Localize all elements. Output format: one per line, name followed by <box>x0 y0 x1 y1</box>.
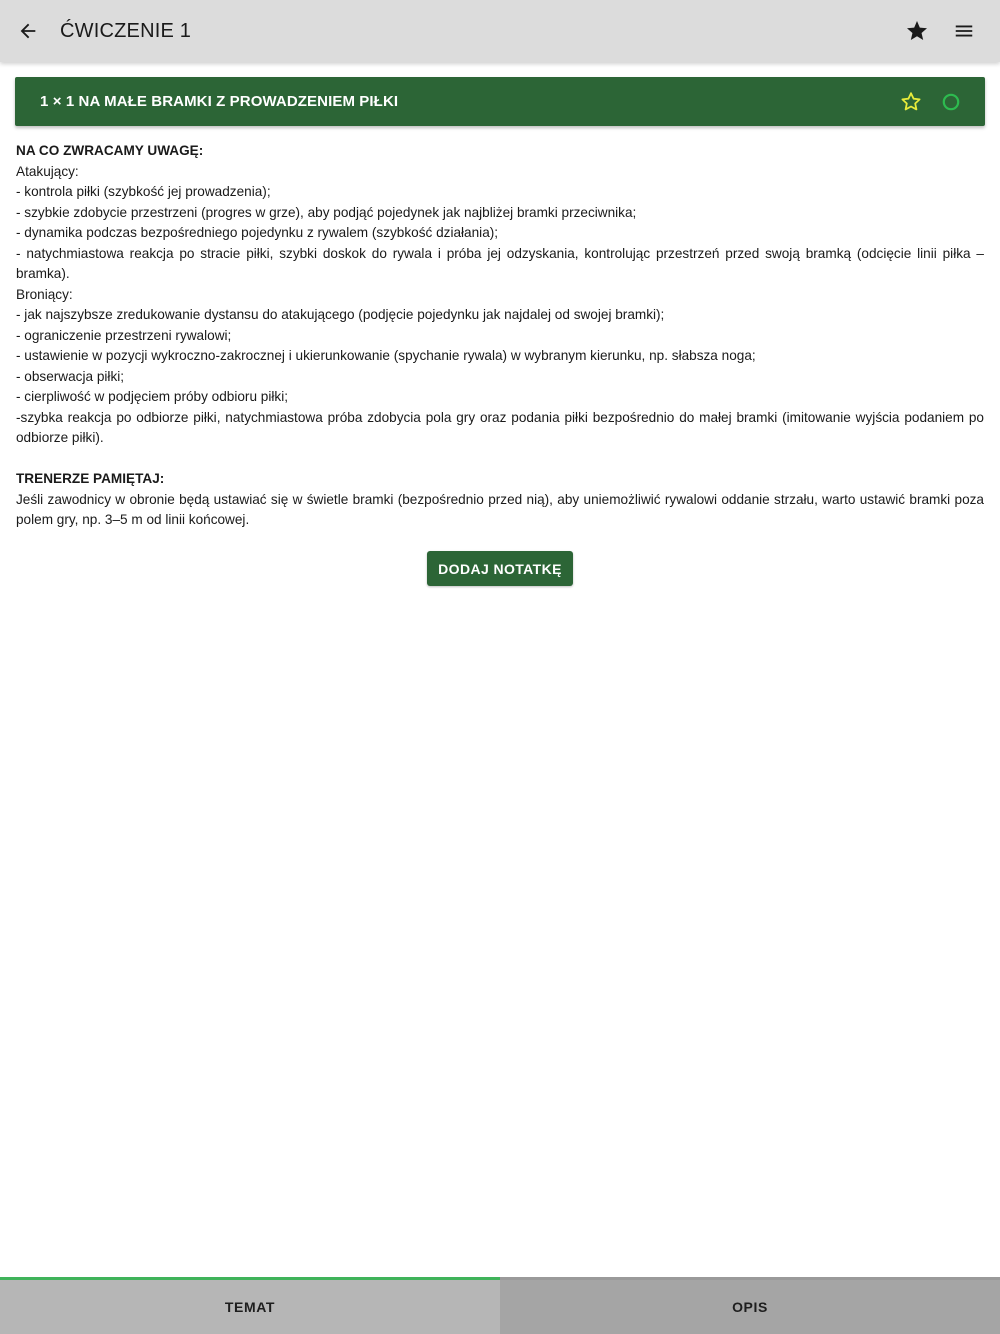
spacer <box>16 449 984 470</box>
attacker-point: - dynamika podczas bezpośredniego pojedynku z rywalem (szybkość działania); <box>16 225 499 240</box>
tab-label: TEMAT <box>224 1299 276 1315</box>
coach-note: Jeśli zawodnicy w obronie będą ustawiać się w świetle bramki (bezpośrednio przed nią), aby uniemożliwić rywalowi oddanie strzału, warto ustawić bramki poza polem gry, np. 3–5 m od linii końcowej. <box>16 491 984 527</box>
add-note-button[interactable]: DODAJ NOTATKĘ <box>427 551 573 586</box>
hamburger-menu-icon <box>953 20 975 42</box>
defender-point: - ograniczenie przestrzeni rywalowi; <box>16 327 232 343</box>
attacker-point: - kontrola piłki (szybkość jej prowadzenia); <box>16 184 271 199</box>
defender-point: - ustawienie w pozycji wykroczno-zakrocznej i ukierunkowanie (spychanie rywala) w wybranym kierunku, np. słabsza noga; <box>16 348 756 363</box>
section-heading-coach: TRENERZE PAMIĘTAJ: <box>16 471 165 486</box>
favorites-button[interactable] <box>903 17 931 45</box>
arrow-left-icon <box>17 20 39 42</box>
exercise-completed-toggle[interactable] <box>939 90 963 114</box>
bottom-tab-bar <box>0 1277 1000 1334</box>
circle-outline-icon <box>939 90 963 114</box>
app-bar <box>0 0 1000 62</box>
defender-point: -szybka reakcja po odbiorze piłki, natychmiastowa próba zdobycia pola gry oraz podania piłki bezpośrednio do małej bramki (imitowanie wyjścia podaniem po odbiorze piłki). <box>16 409 984 445</box>
attacker-point: - natychmiastowa reakcja po stracie piłki, szybki doskok do rywala i próba jej odzyskania, kontrolując przestrzeń przed swoją bramką (odcięcie linii piłka – bramka). <box>16 245 984 281</box>
page-title: ĆWICZENIE 1 <box>60 20 192 42</box>
attacker-point: - szybkie zdobycie przestrzeni (progres w grze), aby podjąć pojedynek jak najbliżej bramki przeciwnika; <box>16 204 637 220</box>
attackers-label: Atakujący: <box>16 163 79 179</box>
back-button[interactable] <box>14 17 42 45</box>
defenders-label: Broniący: <box>16 286 73 302</box>
exercise-title: 1 × 1 NA MAŁE BRAMKI Z PROWADZENIEM PIŁKI <box>40 93 399 110</box>
menu-button[interactable] <box>950 17 978 45</box>
tab-label: OPIS <box>732 1299 768 1315</box>
tab-temat[interactable] <box>0 1277 500 1334</box>
star-outline-icon <box>899 90 923 114</box>
exercise-header <box>15 77 985 126</box>
tab-opis[interactable] <box>500 1277 1000 1334</box>
defender-point: - jak najszybsze zredukowanie dystansu do atakującego (podjęcie pojedynku jak najdalej od swojej bramki); <box>16 307 665 322</box>
exercise-favorite-toggle[interactable] <box>899 90 923 114</box>
star-filled-icon <box>905 19 929 43</box>
defender-point: - cierpliwość w podjęciem próby odbioru piłki; <box>16 389 288 404</box>
defender-point: - obserwacja piłki; <box>16 368 125 384</box>
exercise-description <box>16 141 984 531</box>
section-heading-focus: NA CO ZWRACAMY UWAGĘ: <box>16 143 204 158</box>
